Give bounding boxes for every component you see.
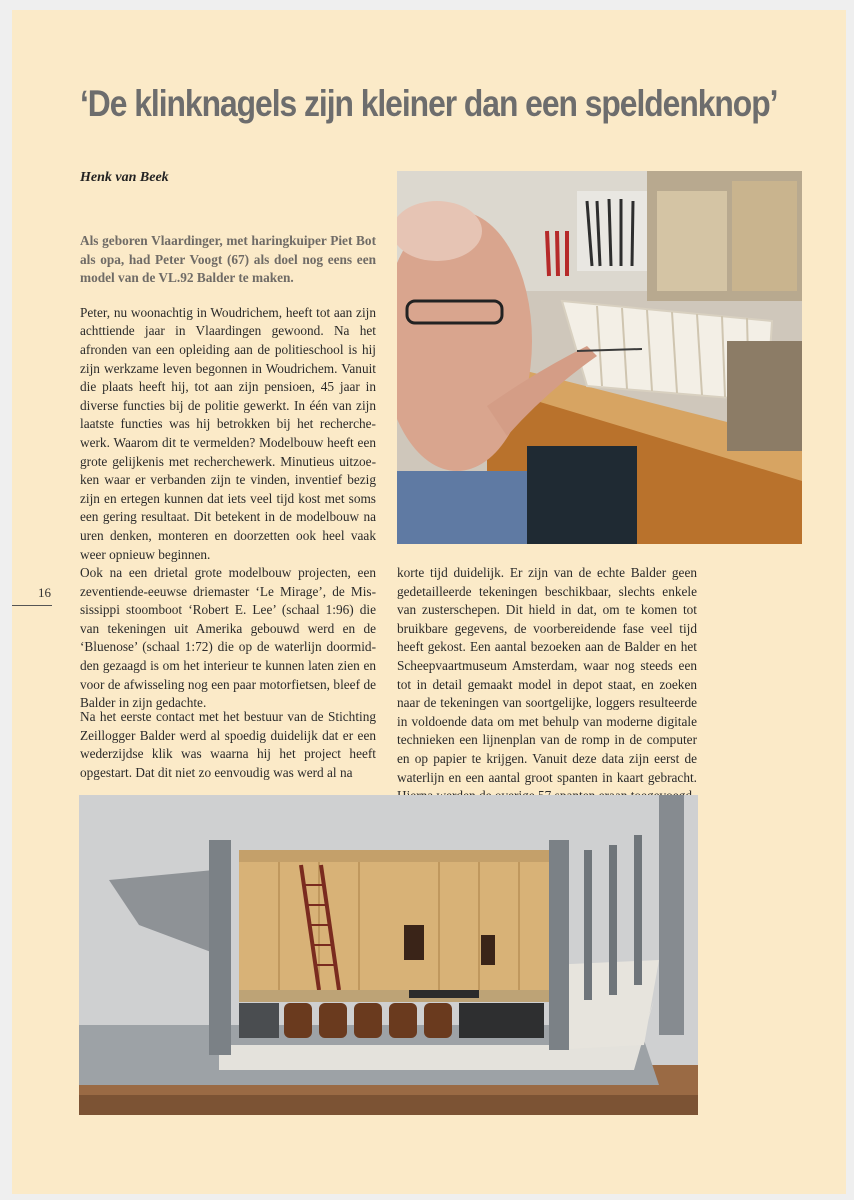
page-number-rule [12, 605, 52, 606]
text-column-right [397, 564, 697, 822]
text-column-left-top [80, 232, 376, 580]
article-title: ‘De klinknagels zijn kleiner dan een speldenknop’ [80, 83, 778, 124]
body-paragraph-2: Ook na een drietal grote modelbouw projecten, een zeventiende-eeuwse driemaster ‘Le Mirage’, de Mis-sissippi stoomboot ‘Robert E. Lee’ (schaal 1:96) die van tekeningen uit Amerika gebouwd werd en de ‘Bluenose’ (schaal 1:72) die op de waterlijn doormid-den gezaagd is om het interieur te kunnen laten zien en voor de afwisseling nog een paar motorfietsen, bleef de Balder in zijn gedachte. [80, 565, 376, 711]
body-paragraph-1: Peter, nu woonachtig in Woudrichem, heeft tot aan zijn achttiende jaar in Vlaardingen gewoond. Na het afronden van een opleiding aan de politieschool is hij zijn werkzame leven begonnen in Woudrichem. Vanuit die plaats heeft hij, tot aan zijn pensioen, 45 jaar in diverse functies bij de politie gewerkt. In één van zijn laatste functies was hij betrokken bij het recherche-werk. Waarom dit te vermelden? Modelbouw heeft een grote gelijkenis met recherchewerk. Minutieus uitzoe-ken waar er verbanden zijn te vinden, inventief bezig zijn en ertegen kunnen dat iets veel tijd kost met soms een gering resultaat. Dit betekent in de modelbouw na uren denken, monteren en doorzetten ook heel vaak weer opnieuw beginnen. [80, 304, 376, 562]
photo-model-builder [397, 171, 802, 544]
body-paragraph-4: korte tijd duidelijk. Er zijn van de echte Balder geen gedetailleerde tekeningen beschikbaar, slechts enkele van zusterschepen. Dit hield in dat, om te komen tot bruikbare gegevens, de voorbereidende fase veel tijd heeft gekost. Een aantal bezoeken aan de Balder en het Scheepvaartmuseum Amsterdam, waar nog steeds een tot in detail gemaakt model in depot staat, en zoeken naar de tekeningen van soortgelijke, loggers resulteerde in voldoende data om met behulp van moderne digitale technieken een lijnenplan van de romp in de computer en op papier te krijgen. Vanuit deze data zijn eerst de waterlijn en een aantal groot spanten in kaart gebracht. [397, 565, 697, 785]
text-column-left-mid [80, 564, 376, 729]
text-column-left-bottom [80, 708, 376, 798]
intro-paragraph: Als geboren Vlaardinger, met haringkuiper Piet Bot als opa, had Peter Voogt (67) als doel nog eens een model van de VL.92 Balder te maken. [80, 233, 376, 286]
body-paragraph-3: Na het eerste contact met het bestuur van de Stichting Zeillogger Balder werd al spoedig duidelijk dat er een wederzijdse klik was waarna hij het project heeft opgestart. Dat dit niet zo eenvoudig was werd al na [80, 709, 376, 780]
author-byline: Henk van Beek [80, 170, 169, 185]
page-number: 16 [38, 585, 51, 600]
photo-cutaway-model [79, 795, 698, 1115]
